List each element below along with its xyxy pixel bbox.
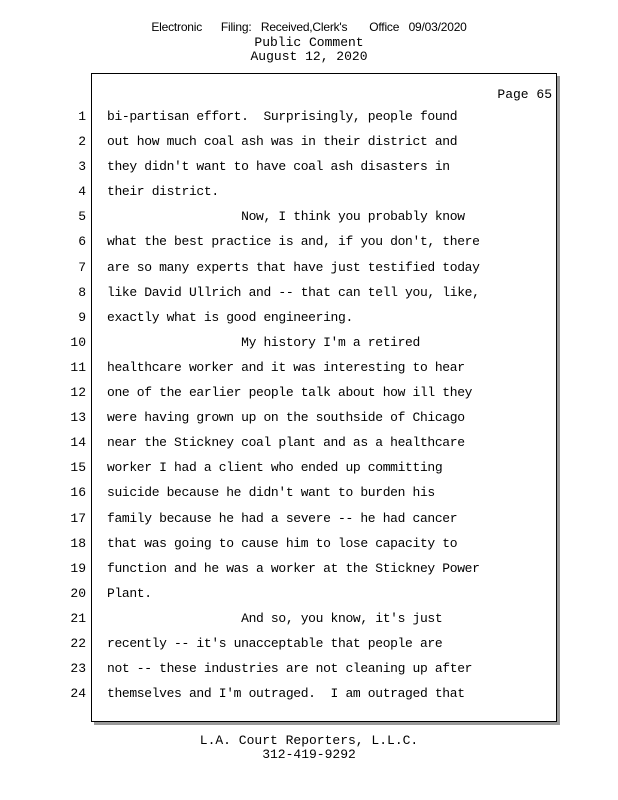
transcript-line: Plant. <box>107 585 152 601</box>
transcript-line: function and he was a worker at the Stickney Power <box>107 560 480 576</box>
line-number: 11 <box>70 359 86 375</box>
transcript-line: bi-partisan effort. Surprisingly, people found <box>107 109 458 124</box>
transcript-line: And so, you know, it's just <box>107 610 443 626</box>
line-number: 15 <box>70 460 86 476</box>
line-number: 1 <box>78 109 86 124</box>
transcript-line: worker I had a client who ended up committing <box>107 460 443 476</box>
line-number: 23 <box>70 661 86 677</box>
line-number-column <box>60 104 86 706</box>
document-title: Public Comment <box>254 35 364 50</box>
line-number: 18 <box>70 535 86 551</box>
transcript-line: suicide because he didn't want to burden his <box>107 485 435 501</box>
transcript-line: not -- these industries are not cleaning up after <box>107 661 473 677</box>
transcript-line: one of the earlier people talk about how ill they <box>107 385 473 401</box>
transcript-line: recently -- it's unacceptable that people are <box>107 635 443 651</box>
reporter-phone: 312-419-9292 <box>262 747 356 762</box>
transcript-line: healthcare worker and it was interesting to hear <box>107 359 465 375</box>
line-number: 19 <box>70 560 86 576</box>
line-number: 14 <box>70 435 86 451</box>
transcript-line: family because he had a severe -- he had cancer <box>107 510 458 526</box>
line-number: 13 <box>70 410 86 426</box>
page-number: Page 65 <box>497 87 552 102</box>
transcript-line: are so many experts that have just testified today <box>107 259 480 275</box>
line-number: 6 <box>78 234 86 250</box>
transcript-line: like David Ullrich and -- that can tell you, like, <box>107 284 480 300</box>
transcript-line: themselves and I'm outraged. I am outraged that <box>107 686 465 702</box>
transcript-line: they didn't want to have coal ash disasters in <box>107 159 450 175</box>
transcript-line: My history I'm a retired <box>107 334 420 350</box>
line-number: 5 <box>78 209 86 225</box>
transcript-line: that was going to cause him to lose capacity to <box>107 535 458 551</box>
line-number: 10 <box>70 334 86 350</box>
filing-stamp: Electronic Filing: Received,Clerk's Office 09/03/2020 <box>151 20 467 34</box>
document-date: August 12, 2020 <box>250 49 368 64</box>
line-number: 2 <box>78 134 86 150</box>
transcript-line: Now, I think you probably know <box>107 209 465 225</box>
transcript-line: were having grown up on the southside of Chicago <box>107 410 465 426</box>
line-number: 21 <box>70 610 86 626</box>
line-number: 24 <box>70 686 86 702</box>
line-number: 20 <box>70 585 86 601</box>
line-number: 16 <box>70 485 86 501</box>
transcript-line: what the best practice is and, if you don't, there <box>107 234 480 250</box>
line-number: 17 <box>70 510 86 526</box>
transcript-line: near the Stickney coal plant and as a healthcare <box>107 435 465 451</box>
transcript-line: their district. <box>107 184 219 200</box>
line-number: 3 <box>78 159 86 175</box>
line-number: 9 <box>78 309 86 325</box>
line-number: 22 <box>70 635 86 651</box>
reporter-name: L.A. Court Reporters, L.L.C. <box>199 733 419 748</box>
line-number: 4 <box>78 184 86 200</box>
transcript-text <box>107 104 552 706</box>
line-number: 7 <box>78 259 86 275</box>
transcript-line: exactly what is good engineering. <box>107 309 353 325</box>
line-number: 12 <box>70 385 86 401</box>
line-number: 8 <box>78 284 86 300</box>
transcript-line: out how much coal ash was in their district and <box>107 134 458 150</box>
